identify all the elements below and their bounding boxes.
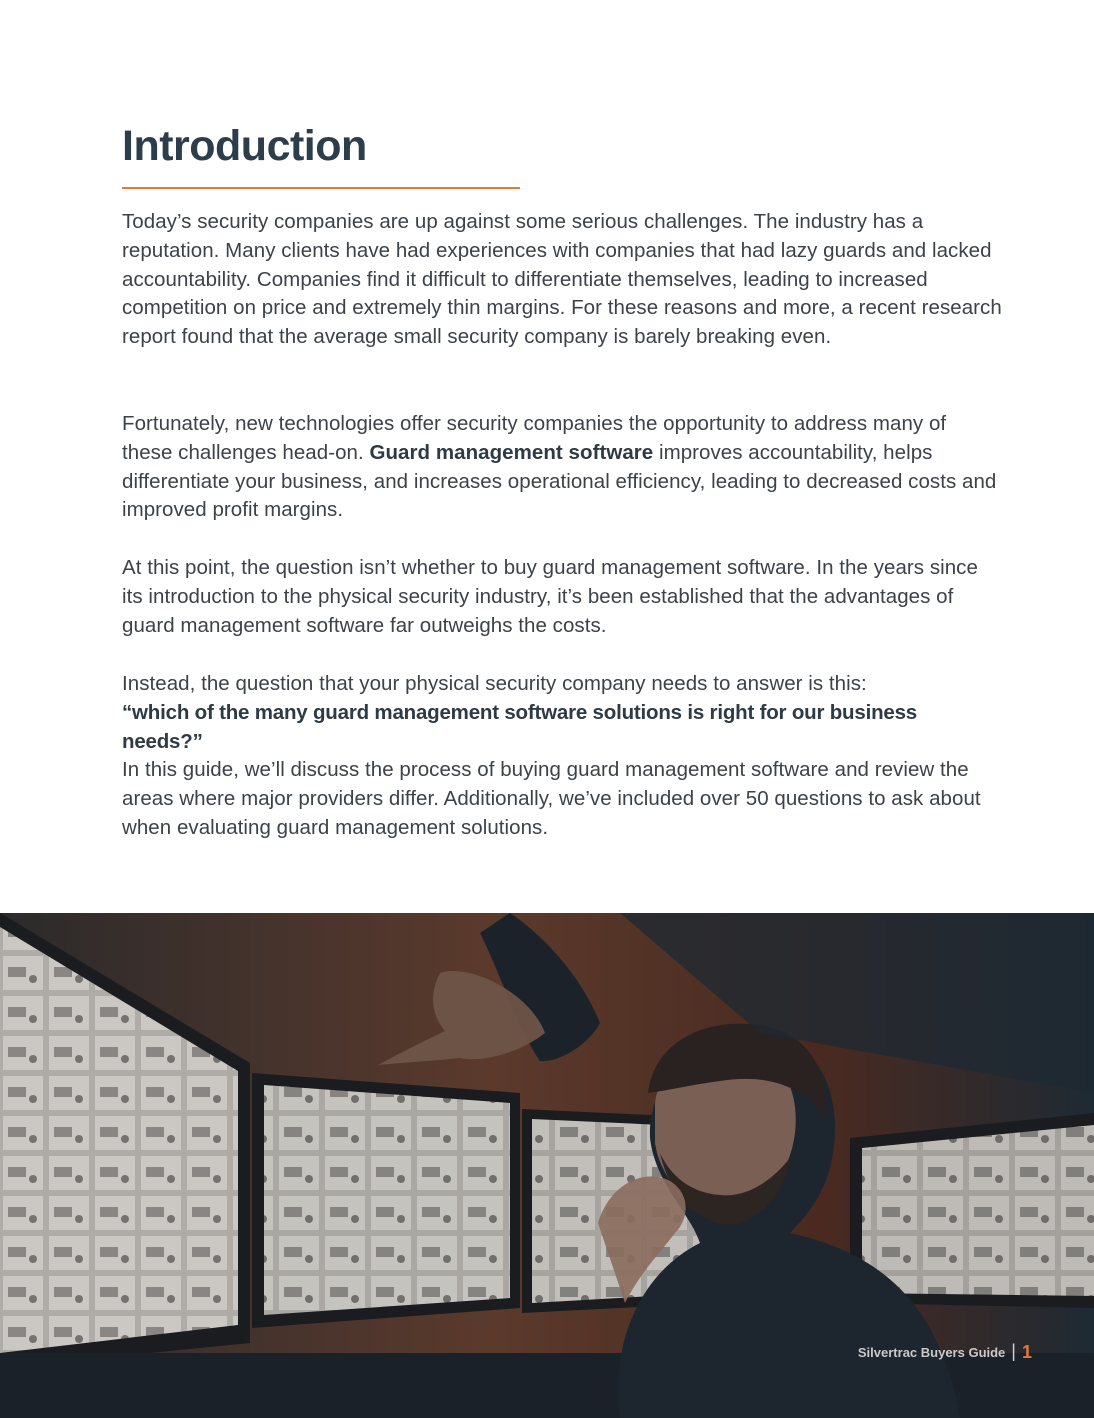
p2-text-end: improves accountability, helps differentiate your business, and increases operational efficiency, leading to decreased costs and improved profit margins. [122, 440, 997, 522]
monitor-right-screen [862, 1125, 1094, 1296]
page-footer [858, 1342, 1032, 1363]
p4-text: Instead, the question that your physical security company needs to answer is this: [122, 672, 867, 695]
monitor-center-screen [264, 1085, 510, 1315]
intro-paragraph-5: In this guide, we’ll discuss the process of buying guard management software and review the areas where major providers differ. Additionally, we’ve included over 50 questions to ask about when evaluating guard management solutions. [122, 758, 981, 839]
footer-separator: | [1011, 1340, 1016, 1361]
title-underline [122, 187, 520, 189]
key-question: “which of the many guard management software solutions is right for our business needs?” [122, 700, 918, 753]
intro-paragraph-1: Today’s security companies are up against some serious challenges. The industry has a reputation. Many clients have had experiences with companies that had lazy guards and lacked accountability. Companies find it difficult to differentiate themselves, leading to increased competition on price and extremely thin margins. For these reasons and more, a recent research report found that the average small security company is barely breaking even. [122, 210, 1002, 349]
guard-software-emphasis: Guard management software [369, 440, 654, 464]
intro-paragraph-4 [122, 670, 1002, 756]
p2-text-start: Fortunately, new technologies offer security companies the opportunity to address many of these challenges head-on. [122, 412, 947, 464]
page-number: 1 [1021, 1342, 1032, 1362]
footer-guide-name: Silvertrac Buyers Guide [857, 1345, 1006, 1360]
intro-paragraph-2 [122, 410, 1002, 525]
page-title: Introduction [122, 122, 367, 170]
intro-paragraph-3: At this point, the question isn’t whether to buy guard management software. In the years since its introduction to the physical security industry, it’s been established that the advantages of guard management software far outweighs the costs. [122, 556, 978, 637]
